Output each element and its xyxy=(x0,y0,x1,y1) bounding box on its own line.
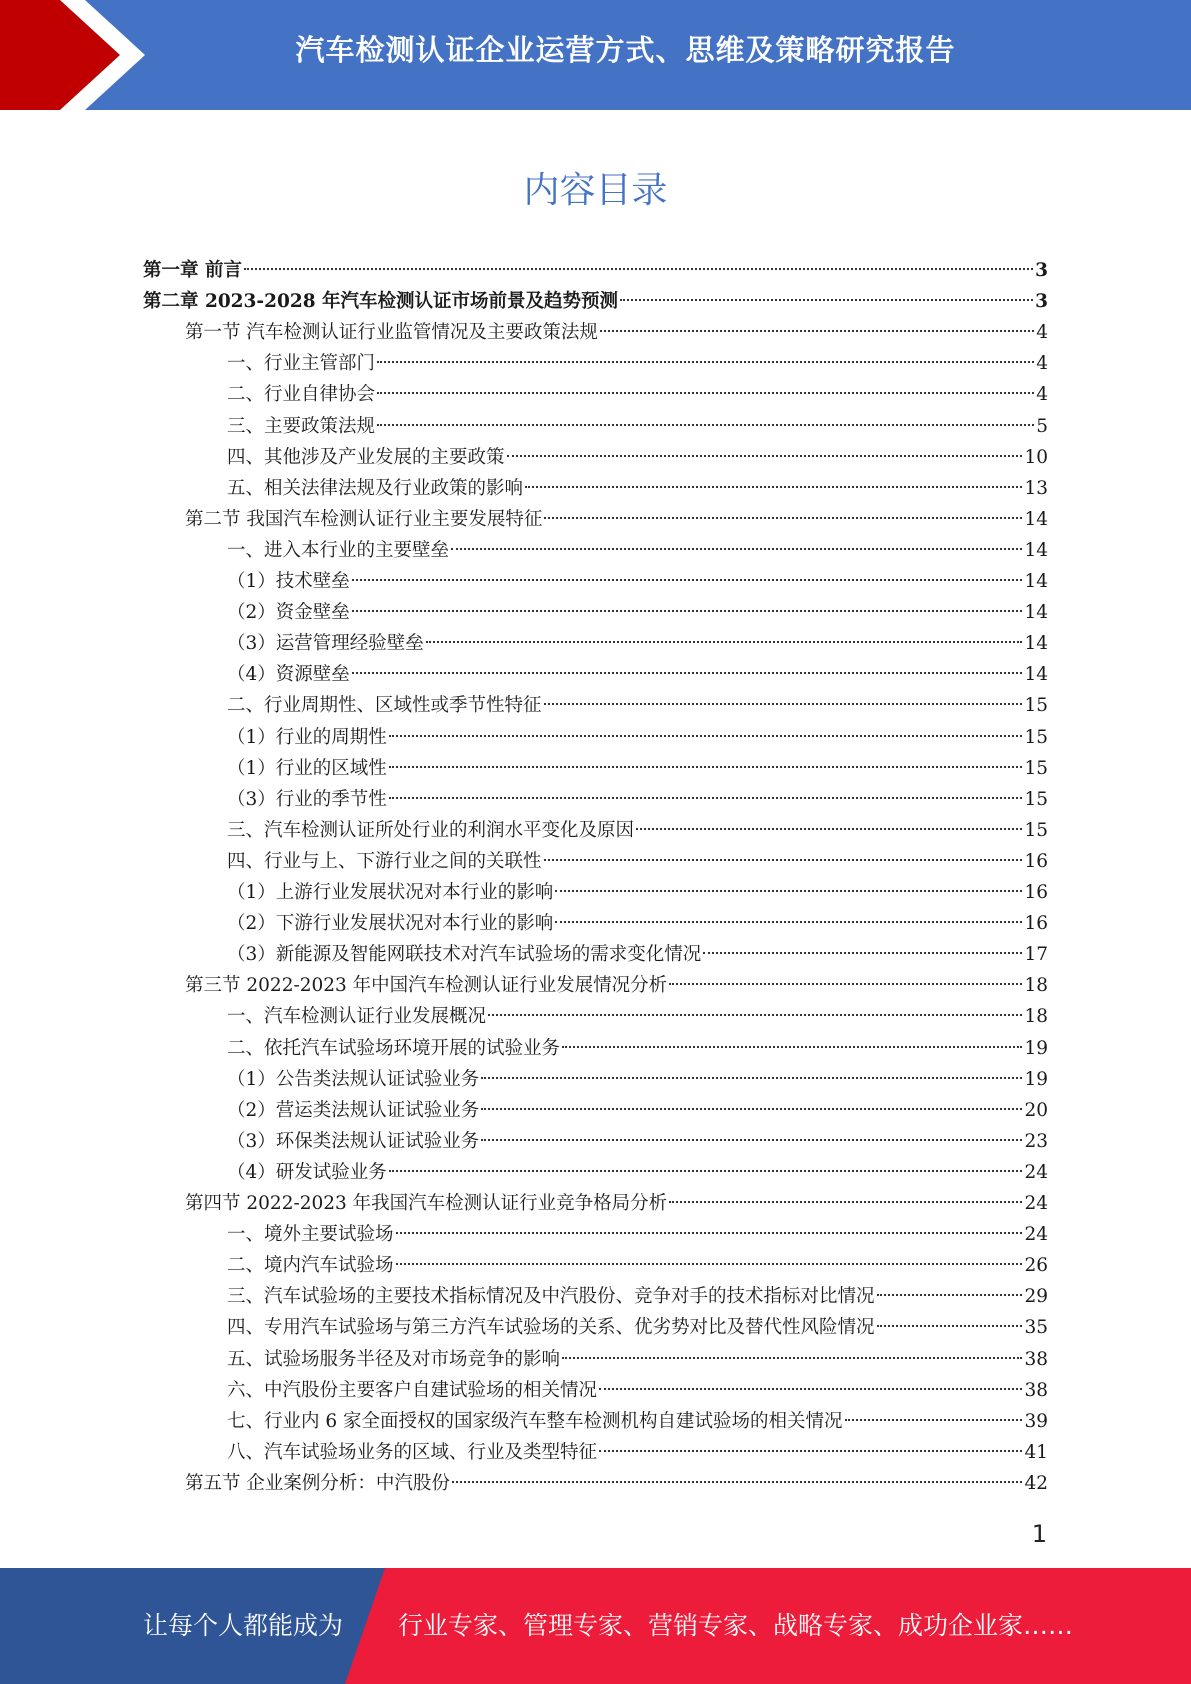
toc-entry[interactable] xyxy=(185,504,1048,535)
toc-entry-label: 第一节 汽车检测认证行业监管情况及主要政策法规 xyxy=(185,322,598,344)
toc-dot-leader xyxy=(396,1232,1023,1234)
toc-entry-label: 二、境内汽车试验场 xyxy=(227,1255,394,1277)
toc-entry[interactable] xyxy=(227,1095,1048,1126)
toc-entry-label: 二、依托汽车试验场环境开展的试验业务 xyxy=(227,1037,561,1059)
toc-entry[interactable] xyxy=(227,597,1048,628)
toc-entry-page: 16 xyxy=(1024,882,1048,903)
toc-entry-label: 第四节 2022-2023 年我国汽车检测认证行业竞争格局分析 xyxy=(185,1193,668,1214)
toc-dot-leader xyxy=(525,486,1022,488)
toc-entry[interactable] xyxy=(227,846,1048,877)
toc-dot-leader xyxy=(352,610,1023,612)
toc-entry-label: 四、行业与上、下游行业之间的关联性 xyxy=(227,850,542,872)
toc-dot-leader xyxy=(396,1263,1023,1265)
toc-entry-page: 29 xyxy=(1024,1286,1048,1308)
toc-dot-leader xyxy=(562,1046,1022,1048)
toc-entry-label: 五、试验场服务半径及对市场竞争的影响 xyxy=(227,1348,561,1370)
toc-dot-leader xyxy=(544,517,1022,519)
toc-entry-label: 六、中汽股份主要客户自建试验场的相关情况 xyxy=(227,1379,598,1401)
toc-entry[interactable] xyxy=(227,1344,1048,1375)
toc-entry[interactable] xyxy=(227,1157,1048,1188)
toc-entry-page: 18 xyxy=(1024,975,1048,997)
toc-entry-page: 41 xyxy=(1024,1441,1048,1463)
toc-entry-label: 第五节 企业案例分析：中汽股份 xyxy=(185,1472,450,1494)
toc-entry[interactable] xyxy=(185,970,1048,1001)
toc-entry-page: 24 xyxy=(1024,1224,1048,1246)
toc-entry-label: 三、主要政策法规 xyxy=(227,415,376,437)
toc-entry-label: 一、汽车检测认证行业发展概况 xyxy=(227,1006,487,1028)
toc-dot-leader xyxy=(636,828,1022,830)
toc-entry-label: 五、相关法律法规及行业政策的影响 xyxy=(227,477,524,499)
toc-entry[interactable] xyxy=(227,628,1048,659)
toc-entry-page: 15 xyxy=(1024,726,1048,748)
toc-entry[interactable] xyxy=(227,1312,1048,1343)
toc-entry-label: （1）行业的区域性 xyxy=(227,757,387,779)
toc-entry-page: 3 xyxy=(1035,291,1048,313)
toc-entry[interactable] xyxy=(227,815,1048,846)
footer-slogan-left: 让每个人都能成为 xyxy=(143,1611,344,1640)
toc-dot-leader xyxy=(600,330,1034,332)
toc-entry-page: 14 xyxy=(1024,602,1048,624)
toc-entry-label: 四、专用汽车试验场与第三方汽车试验场的关系、优劣势对比及替代性风险情况 xyxy=(227,1317,875,1339)
toc-entry-label: 七、行业内 6 家全面授权的国家级汽车整车检测机构自建试验场的相关情况 xyxy=(227,1410,843,1432)
toc-entry[interactable] xyxy=(185,1468,1048,1499)
toc-entry[interactable] xyxy=(227,1281,1048,1312)
toc-entry-page: 14 xyxy=(1024,508,1048,530)
toc-entry-page: 35 xyxy=(1024,1317,1048,1339)
toc-entry[interactable] xyxy=(227,1437,1048,1468)
toc-entry-page: 23 xyxy=(1024,1130,1048,1152)
toc-entry[interactable] xyxy=(227,1001,1048,1032)
toc-entry[interactable] xyxy=(227,566,1048,597)
toc-entry-page: 24 xyxy=(1024,1161,1048,1183)
toc-dot-leader xyxy=(507,455,1023,457)
toc-entry-page: 16 xyxy=(1024,913,1048,935)
toc-entry-label: 第三节 2022-2023 年中国汽车检测认证行业发展情况分析 xyxy=(185,975,668,997)
toc-entry-label: 第二节 我国汽车检测认证行业主要发展特征 xyxy=(185,508,543,530)
toc-dot-leader xyxy=(389,735,1023,737)
toc-entry-page: 14 xyxy=(1024,664,1048,686)
toc-dot-leader xyxy=(488,1014,1022,1016)
toc-entry[interactable] xyxy=(227,784,1048,815)
toc-dot-leader xyxy=(620,299,1033,301)
toc-entry[interactable] xyxy=(227,877,1048,908)
toc-entry-label: （2）营运类法规认证试验业务 xyxy=(227,1099,480,1121)
toc-entry[interactable] xyxy=(227,1064,1048,1095)
toc-entry-page: 14 xyxy=(1024,539,1048,561)
toc-dot-leader xyxy=(845,1419,1023,1421)
toc-entry-page: 10 xyxy=(1024,446,1048,468)
toc-entry-page: 13 xyxy=(1024,477,1048,499)
toc-dot-leader xyxy=(669,1201,1022,1203)
toc-dot-leader xyxy=(562,1357,1022,1359)
toc-entry[interactable] xyxy=(227,379,1048,410)
toc-entry-page: 4 xyxy=(1036,322,1048,344)
header-banner xyxy=(0,0,1191,110)
toc-dot-leader xyxy=(451,548,1022,550)
toc-entry-page: 39 xyxy=(1024,1410,1048,1432)
toc-entry-page: 4 xyxy=(1036,353,1048,375)
toc-entry-label: （4）资源壁垒 xyxy=(227,664,350,686)
toc-entry-page: 24 xyxy=(1024,1193,1048,1214)
toc-dot-leader xyxy=(544,703,1023,705)
toc-dot-leader xyxy=(352,579,1023,581)
toc-entry-page: 38 xyxy=(1024,1379,1048,1401)
page-number: 1 xyxy=(1031,1520,1047,1548)
toc-entry[interactable] xyxy=(227,939,1048,970)
toc-dot-leader xyxy=(703,952,1022,954)
toc-entry[interactable] xyxy=(227,348,1048,379)
toc-dot-leader xyxy=(426,641,1023,643)
report-title: 汽车检测认证企业运营方式、思维及策略研究报告 xyxy=(295,33,956,67)
toc-dot-leader xyxy=(877,1294,1023,1296)
toc-entry[interactable] xyxy=(227,659,1048,690)
toc-entry[interactable] xyxy=(227,690,1048,721)
toc-entry[interactable] xyxy=(227,473,1048,504)
footer-banner xyxy=(0,1568,1191,1684)
toc-heading: 内容目录 xyxy=(523,170,668,211)
toc-dot-leader xyxy=(377,392,1034,394)
footer-slogan-right: 行业专家、管理专家、营销专家、战略专家、成功企业家…… xyxy=(398,1611,1074,1640)
toc-dot-leader xyxy=(669,983,1022,985)
toc-dot-leader xyxy=(377,361,1034,363)
toc-entry-page: 18 xyxy=(1024,1006,1048,1028)
toc-entry-label: （1）公告类法规认证试验业务 xyxy=(227,1068,480,1090)
toc-entry-page: 14 xyxy=(1024,571,1048,592)
toc-entry-label: （3）行业的季节性 xyxy=(227,788,387,810)
toc-dot-leader xyxy=(389,797,1023,799)
toc-dot-leader xyxy=(452,1481,1023,1483)
toc-entry-page: 14 xyxy=(1024,633,1048,655)
toc-entry-label: （1）行业的周期性 xyxy=(227,726,387,748)
toc-entry[interactable] xyxy=(143,286,1048,317)
toc-dot-leader xyxy=(877,1325,1023,1327)
toc-entry-label: （3）运营管理经验壁垒 xyxy=(227,633,424,655)
toc-dot-leader xyxy=(481,1077,1022,1079)
toc-entry-page: 15 xyxy=(1024,695,1048,717)
toc-entry-label: （4）研发试验业务 xyxy=(227,1161,387,1183)
toc-entry[interactable] xyxy=(227,1219,1048,1250)
toc-entry[interactable] xyxy=(185,1188,1048,1219)
toc-dot-leader xyxy=(481,1108,1022,1110)
toc-entry[interactable] xyxy=(185,317,1048,348)
toc-dot-leader xyxy=(599,1388,1022,1390)
toc-dot-leader xyxy=(599,1450,1022,1452)
toc-entry[interactable] xyxy=(227,442,1048,473)
toc-entry[interactable] xyxy=(227,1033,1048,1064)
toc-entry-label: （2）下游行业发展状况对本行业的影响 xyxy=(227,913,554,935)
toc-entry-label: （3）新能源及智能网联技术对汽车试验场的需求变化情况 xyxy=(227,944,702,966)
toc-entry-label: 第二章 2023-2028 年汽车检测认证市场前景及趋势预测 xyxy=(143,291,619,313)
toc-entry-page: 19 xyxy=(1024,1068,1048,1090)
toc-entry-label: 三、汽车试验场的主要技术指标情况及中汽股份、竞争对手的技术指标对比情况 xyxy=(227,1286,875,1308)
toc-entry-label: 四、其他涉及产业发展的主要政策 xyxy=(227,446,505,468)
toc-entry-label: （1）上游行业发展状况对本行业的影响 xyxy=(227,882,554,903)
toc-entry-label: 三、汽车检测认证所处行业的利润水平变化及原因 xyxy=(227,819,635,841)
toc-entry-page: 15 xyxy=(1024,788,1048,810)
toc-entry-page: 4 xyxy=(1036,384,1048,406)
toc-dot-leader xyxy=(377,424,1034,426)
toc-dot-leader xyxy=(244,268,1033,270)
toc-entry[interactable] xyxy=(227,535,1048,566)
toc-entry-page: 19 xyxy=(1024,1037,1048,1059)
toc-entry-label: 一、进入本行业的主要壁垒 xyxy=(227,539,450,561)
toc-entry-page: 16 xyxy=(1024,850,1048,872)
toc-entry-label: （3）环保类法规认证试验业务 xyxy=(227,1130,480,1152)
toc-entry[interactable] xyxy=(227,1126,1048,1157)
toc-entry[interactable] xyxy=(227,722,1048,753)
toc-entry-label: 一、行业主管部门 xyxy=(227,353,376,375)
toc-entry-page: 20 xyxy=(1024,1099,1048,1121)
toc-entry[interactable] xyxy=(227,1406,1048,1437)
toc-dot-leader xyxy=(352,672,1023,674)
toc-entry-page: 15 xyxy=(1024,819,1048,841)
toc-entry[interactable] xyxy=(227,908,1048,939)
toc-dot-leader xyxy=(389,1170,1023,1172)
toc-entry-page: 3 xyxy=(1035,260,1048,281)
toc-entry[interactable] xyxy=(227,1250,1048,1281)
toc-dot-leader xyxy=(389,766,1023,768)
toc-entry[interactable] xyxy=(143,255,1048,286)
toc-entry[interactable] xyxy=(227,411,1048,442)
toc-entry-label: 二、行业周期性、区域性或季节性特征 xyxy=(227,695,542,717)
toc-dot-leader xyxy=(555,890,1022,892)
toc-entry-page: 5 xyxy=(1036,415,1048,437)
toc-entry-label: （1）技术壁垒 xyxy=(227,571,350,592)
toc-entry-label: （2）资金壁垒 xyxy=(227,602,350,624)
toc-entry[interactable] xyxy=(227,1375,1048,1406)
toc-entry-label: 二、行业自律协会 xyxy=(227,384,376,406)
toc-dot-leader xyxy=(555,921,1022,923)
toc-dot-leader xyxy=(544,859,1023,861)
toc-entry-page: 38 xyxy=(1024,1348,1048,1370)
toc-entry[interactable] xyxy=(227,753,1048,784)
toc-entry-page: 26 xyxy=(1024,1255,1048,1277)
toc-entry-label: 八、汽车试验场业务的区域、行业及类型特征 xyxy=(227,1441,598,1463)
toc-entry-page: 15 xyxy=(1024,757,1048,779)
toc-entry-page: 17 xyxy=(1024,944,1048,966)
toc-entry-page: 42 xyxy=(1024,1472,1048,1494)
toc-dot-leader xyxy=(481,1139,1022,1141)
toc-entry-label: 第一章 前言 xyxy=(143,260,242,281)
toc-entry-label: 一、境外主要试验场 xyxy=(227,1224,394,1246)
